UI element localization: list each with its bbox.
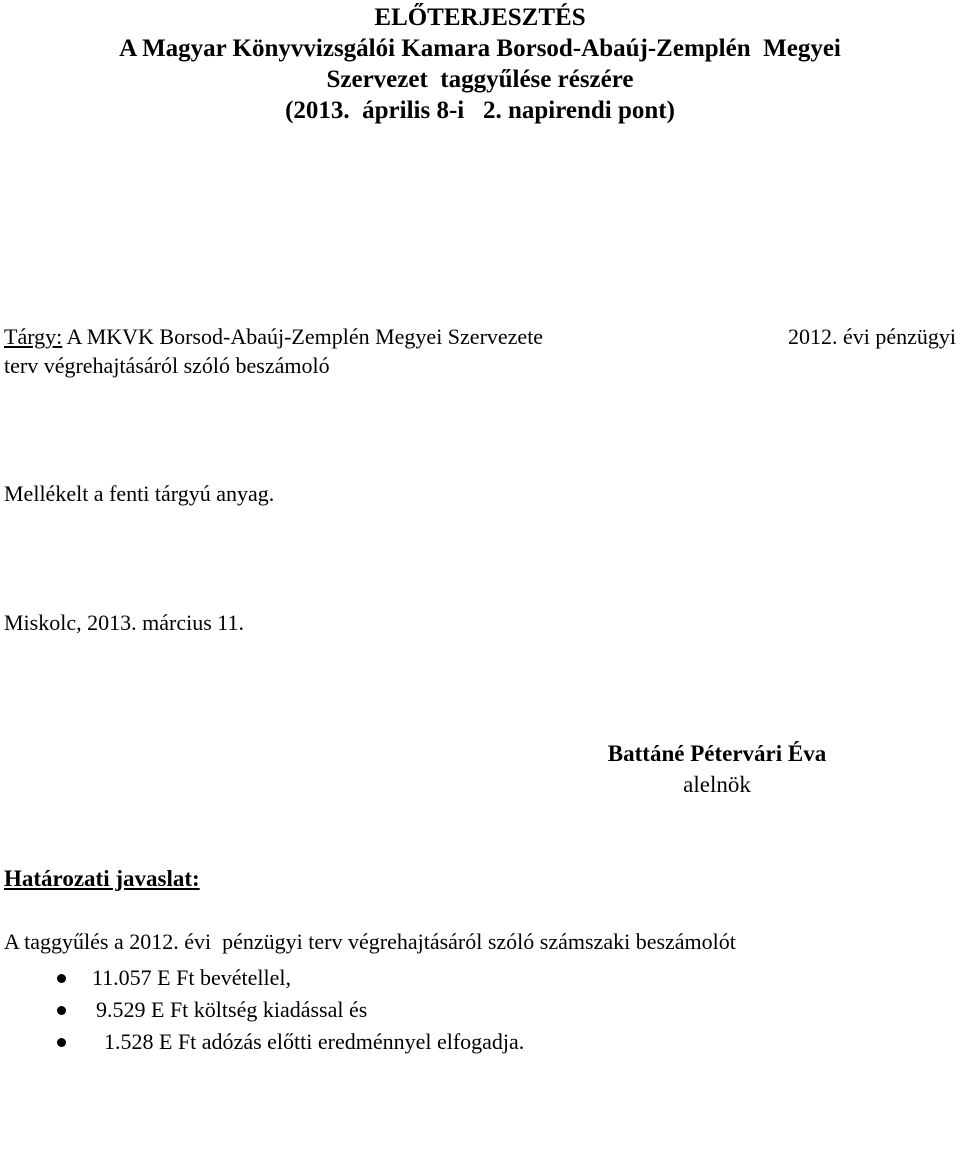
signatory-name: Battáné Pétervári Éva [607, 741, 827, 766]
signatory-title: alelnök [683, 772, 751, 797]
resolution-heading: Határozati javaslat: [4, 866, 200, 891]
document-header [0, 2, 960, 126]
subject-block [4, 322, 956, 380]
bullet-icon [57, 1006, 66, 1015]
header-agenda-ref: (2013. április 8-i 2. napirendi pont) [285, 97, 675, 124]
subject-line-1-left [4, 322, 543, 351]
bullet-icon [57, 1038, 66, 1047]
subject-line-1 [4, 322, 956, 351]
subject-line-2: terv végrehajtásáról szóló beszámoló [4, 353, 330, 378]
place-date: Miskolc, 2013. március 11. [4, 610, 244, 635]
resolution-list [0, 962, 525, 1058]
list-item-text: 1.528 E Ft adózás előtti eredménnyel elfogadja. [104, 1029, 525, 1054]
attachment-note: Mellékelt a fenti tárgyú anyag. [4, 481, 275, 506]
signature-block [586, 738, 848, 800]
subject-text-right: 2012. évi pénzügyi [787, 324, 956, 349]
subject-text: A MKVK Borsod-Abaúj-Zemplén Megyei Szervezete [62, 324, 544, 349]
list-item [0, 1026, 525, 1058]
document-title: ELŐTERJESZTÉS [374, 4, 586, 31]
list-item-text: 9.529 E Ft költség kiadással és [96, 997, 368, 1022]
header-audience: Szervezet taggyűlése részére [326, 66, 634, 93]
list-item [0, 962, 291, 994]
resolution-text: A taggyűlés a 2012. évi pénzügyi terv végrehajtásáról szóló számszaki beszámolót [4, 929, 736, 954]
subject-label: Tárgy: [4, 324, 63, 349]
bullet-icon [57, 974, 66, 983]
list-item [0, 994, 368, 1026]
list-item-text: 11.057 E Ft bevétellel, [92, 965, 291, 990]
header-organization: A Magyar Könyvvizsgálói Kamara Borsod-Abaúj-Zemplén Megyei [119, 35, 841, 62]
